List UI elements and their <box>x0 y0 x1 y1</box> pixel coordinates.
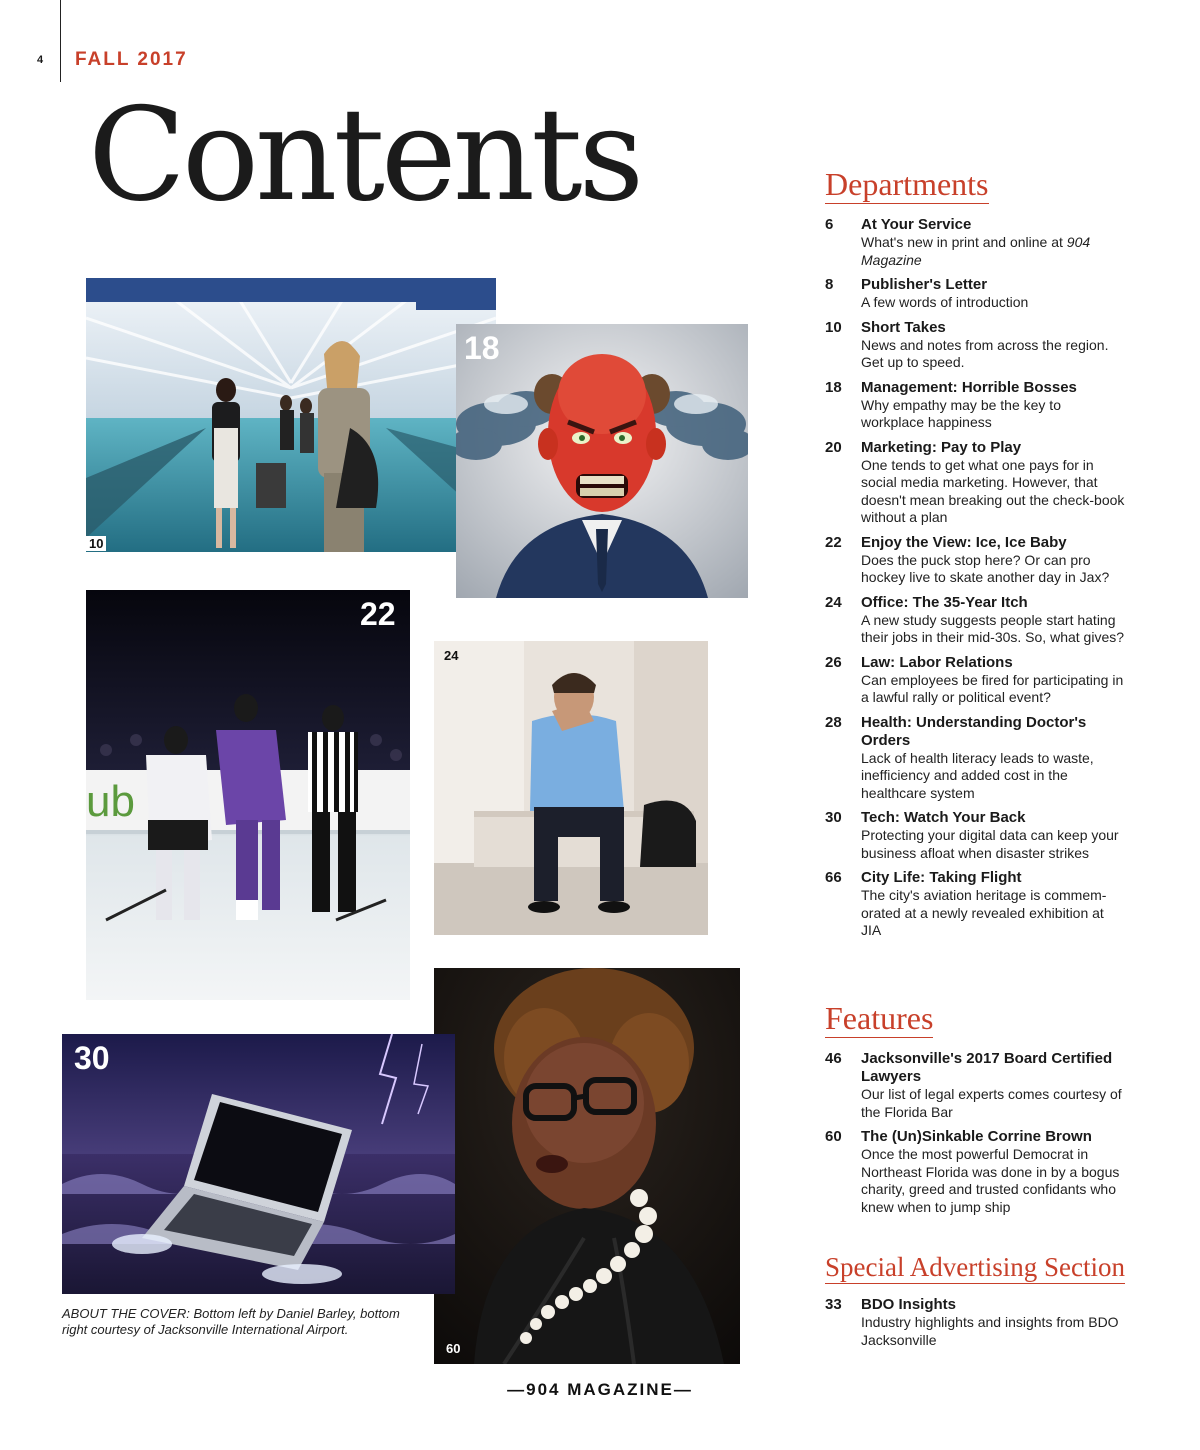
hockey-illustration <box>86 590 410 1000</box>
toc-entry[interactable] <box>825 276 1125 312</box>
photo-label-24: 24 <box>444 648 459 663</box>
photo-corrine-brown[interactable] <box>434 968 740 1364</box>
photo-label-10: 10 <box>86 536 106 551</box>
entry-page: 24 <box>825 593 842 611</box>
entry-page: 8 <box>825 276 834 293</box>
entry-title: Publisher's Letter <box>861 276 988 293</box>
entry-desc: Why empathy may be the key to workplace happiness <box>861 396 1061 430</box>
entry-desc: Protecting your digital data can keep your business afloat when disaster strikes <box>861 827 1119 861</box>
entry-page: 26 <box>825 653 842 671</box>
toc-features <box>825 1000 1125 1223</box>
toc-entry[interactable] <box>825 319 1125 372</box>
entry-page: 30 <box>825 809 842 826</box>
entry-title: City Life: Taking Flight <box>861 869 1022 886</box>
entry-desc: Lack of health literacy leads to waste, inefficiency and added cost in the healthcare system <box>861 749 1094 801</box>
photo-label-18: 18 <box>464 330 500 366</box>
photo-airport[interactable] <box>86 278 496 552</box>
airport-illustration <box>86 278 496 552</box>
entry-page: 33 <box>825 1296 842 1313</box>
photo-angry-boss[interactable] <box>456 324 748 598</box>
entry-page: 66 <box>825 869 842 886</box>
entry-page: 6 <box>825 216 834 233</box>
entry-title: Marketing: Pay to Play <box>861 438 1022 456</box>
toc-entry[interactable] <box>825 439 1125 527</box>
cover-caption: ABOUT THE COVER: Bottom left by Daniel Barley, bottom right courtesy of Jacksonville International Airport. <box>62 1306 400 1337</box>
entry-desc: Can employees be fired for participating in a lawful rally or political event? <box>861 671 1124 705</box>
photo-label-30: 30 <box>74 1040 110 1076</box>
photo-hockey[interactable] <box>86 590 410 1000</box>
entry-title: BDO Insights <box>861 1296 957 1313</box>
magazine-footer: —904 MAGAZINE— <box>507 1380 693 1399</box>
entry-title: Tech: Watch Your Back <box>861 809 1026 826</box>
angry-boss-illustration <box>456 324 748 598</box>
entry-page: 10 <box>825 318 842 336</box>
toc-entry[interactable] <box>825 534 1125 587</box>
entry-desc: What's new in print and online at 904 Magazine <box>861 234 1091 268</box>
toc-entry[interactable] <box>825 869 1125 940</box>
entry-desc: Once the most powerful Democrat in Northeast Florida was done in by a bogus charity, greed and trusted confidants who knew when to jump ship <box>861 1146 1120 1215</box>
toc-entry[interactable] <box>825 714 1125 803</box>
entry-desc: A new study suggests people start hating their jobs in their mid-30s. So, what gives? <box>861 611 1125 645</box>
entry-title: Health: Understanding Doctor's Orders <box>861 713 1087 749</box>
laptop-storm-illustration <box>62 1034 455 1294</box>
entry-desc: News and notes from across the region. Get up to speed. <box>861 336 1109 370</box>
entry-desc: Does the puck stop here? Or can pro hockey live to skate another day in Jax? <box>861 551 1110 585</box>
toc-entry[interactable] <box>825 654 1125 707</box>
entry-title: Jacksonville's 2017 Board Certified Lawyers <box>861 1050 1113 1085</box>
entry-desc: The city's aviation heritage is commem-orated at a newly revealed exhibition at JIA <box>861 887 1107 938</box>
entry-title: At Your Service <box>861 216 972 233</box>
entry-desc: Industry highlights and insights from BDO Jacksonville <box>861 1314 1119 1348</box>
entry-title: Short Takes <box>861 318 946 336</box>
toc-entry[interactable] <box>825 594 1125 647</box>
entry-desc: A few words of introduction <box>861 294 1029 310</box>
toc-entry[interactable] <box>825 1296 1125 1349</box>
entry-desc: Our list of legal experts comes courtesy of the Florida Bar <box>861 1086 1122 1120</box>
toc-departments <box>825 166 1125 947</box>
photo-laptop-storm[interactable] <box>62 1034 455 1294</box>
entry-page: 22 <box>825 533 842 551</box>
departments-heading: Departments <box>825 166 989 202</box>
page-number: 4 <box>37 54 44 66</box>
toc-entry[interactable] <box>825 809 1125 862</box>
features-heading: Features <box>825 1000 934 1036</box>
toc-entry[interactable] <box>825 216 1125 269</box>
corrine-brown-illustration <box>434 968 740 1364</box>
entry-desc: One tends to get what one pays for in social media marketing. However, that doesn't mean breaking out the check-book without a plan <box>861 456 1125 525</box>
entry-title: Law: Labor Relations <box>861 653 1013 671</box>
toc-special-advertising <box>825 1252 1125 1356</box>
photo-label-22: 22 <box>360 596 396 632</box>
toc-entry[interactable] <box>825 1050 1125 1121</box>
special-section-heading: Special Advertising Section <box>825 1252 1125 1282</box>
office-worker-illustration <box>434 641 708 935</box>
page-title: Contents <box>88 81 641 230</box>
photo-label-60: 60 <box>446 1341 461 1356</box>
issue-label: FALL 2017 <box>75 49 188 70</box>
toc-entry[interactable] <box>825 1128 1125 1216</box>
photo-office-worker[interactable] <box>434 641 708 935</box>
entry-page: 60 <box>825 1128 842 1145</box>
entry-title: Enjoy the View: Ice, Ice Baby <box>861 533 1067 551</box>
entry-page: 28 <box>825 713 842 731</box>
entry-title: The (Un)Sinkable Corrine Brown <box>861 1128 1092 1145</box>
entry-title: Office: The 35-Year Itch <box>861 593 1028 611</box>
header-rule <box>60 0 61 82</box>
entry-page: 18 <box>825 378 842 396</box>
svg-text:ub: ub <box>86 777 135 826</box>
entry-page: 46 <box>825 1050 842 1067</box>
toc-entry[interactable] <box>825 379 1125 432</box>
entry-title: Management: Horrible Bosses <box>861 378 1077 396</box>
magazine-name: 904 Magazine <box>861 234 1091 268</box>
entry-page: 20 <box>825 438 842 456</box>
